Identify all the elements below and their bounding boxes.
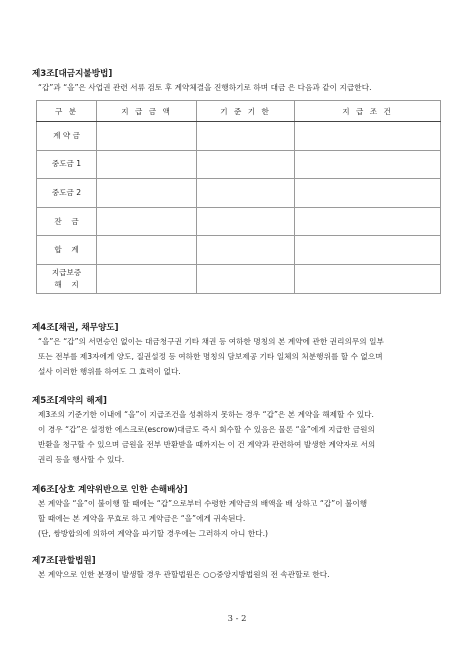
table-cell (295, 179, 441, 208)
table-cell (197, 179, 295, 208)
table-cell (295, 207, 441, 236)
table-row (37, 150, 441, 179)
article-4-title: 제4조[채권, 채무양도] (32, 323, 119, 333)
table-row (37, 122, 441, 151)
header-amount: 지 급 금 액 (97, 101, 197, 122)
page-number: 3 - 2 (227, 613, 247, 623)
table-cell (295, 236, 441, 265)
article-6-line: 할 때에는 본 계약을 무효로 하고 계약금은 “을”에게 귀속된다. (38, 514, 246, 523)
article-7-title: 제7조[관할법원] (32, 556, 96, 566)
article-6-title: 제6조[상호 계약위반으로 인한 손해배상] (32, 485, 188, 495)
header-condition: 지 급 조 건 (295, 101, 441, 122)
header-deadline: 기 준 기 한 (197, 101, 295, 122)
article-7-line: 본 계약으로 인한 분쟁이 발생할 경우 관할법원은 ○○중앙지방법원의 전 속관할로 한다. (38, 570, 330, 579)
article-6-line: 본 계약을 “을”이 불이행 할 때에는 “갑”으로부터 수령한 계약금의 배액을 배 상하고 “갑”이 불이행 (38, 499, 368, 508)
table-cell (197, 264, 295, 293)
table-cell (197, 150, 295, 179)
table-cell (295, 264, 441, 293)
header-category: 구 분 (37, 101, 97, 122)
table-header-row (37, 101, 441, 122)
payment-table (36, 100, 441, 294)
table-cell (197, 122, 295, 151)
article-5-line: 이 경우 “갑”은 설정한 에스크로(escrow)대금도 즉시 회수할 수 있음은 물론 “을”에게 지급한 금원의 (38, 425, 375, 434)
table-cell (197, 236, 295, 265)
table-row (37, 264, 441, 293)
article-5-line: 반환을 청구할 수 있으며 금원을 전부 반환받을 때까지는 이 건 계약과 관련하여 발생한 계약자로 서의 (38, 440, 376, 449)
article-4-line: “을”은 “갑”의 서면승인 없이는 대금청구권 기타 채권 등 여하한 명칭의 본 계약에 관한 권리의무의 일부 (38, 337, 384, 346)
table-cell (97, 207, 197, 236)
table-row (37, 207, 441, 236)
row-label-deposit: 계 약 금 (37, 122, 97, 151)
table-cell (295, 122, 441, 151)
article-3-title: 제3조[대금지불방법] (32, 69, 113, 79)
article-5-line: 권리 등을 행사할 수 있다. (38, 455, 125, 464)
article-6-line: (단, 쌍방합의에 의하여 계약을 파기할 경우에는 그러하지 아니 한다.) (38, 529, 269, 538)
table-cell (197, 207, 295, 236)
row-label-interim-1: 중도금 1 (37, 150, 97, 179)
table-cell (295, 150, 441, 179)
table-cell (97, 150, 197, 179)
table-row (37, 236, 441, 265)
article-4-line: 또는 전부를 제3자에게 양도, 질권설정 등 여하한 명칭의 담보제공 기타 일체의 처분행위를 할 수 없으며 (38, 352, 383, 361)
article-4-line: 설사 이러한 행위를 하여도 그 효력이 없다. (38, 367, 181, 376)
table-cell (97, 122, 197, 151)
row-label-interim-2: 중도금 2 (37, 179, 97, 208)
table-cell (97, 236, 197, 265)
row-label-guarantee-release: 지급보증 해 지 (37, 264, 97, 293)
article-5-title: 제5조[계약의 해제] (32, 396, 107, 406)
article-5-line: 제3조의 기준기한 이내에 “을”이 지급조건을 성취하지 못하는 경우 “갑”은 본 계약을 해제할 수 있다. (38, 410, 374, 419)
article-3-text: “갑”과 “을”은 사업권 관련 서류 검토 후 계약체결을 진행하기로 하며 대금 은 다음과 같이 지급한다. (38, 83, 372, 92)
table-cell (97, 179, 197, 208)
table-row (37, 179, 441, 208)
row-label-total: 합 계 (37, 236, 97, 265)
table-cell (97, 264, 197, 293)
row-label-balance: 잔 금 (37, 207, 97, 236)
